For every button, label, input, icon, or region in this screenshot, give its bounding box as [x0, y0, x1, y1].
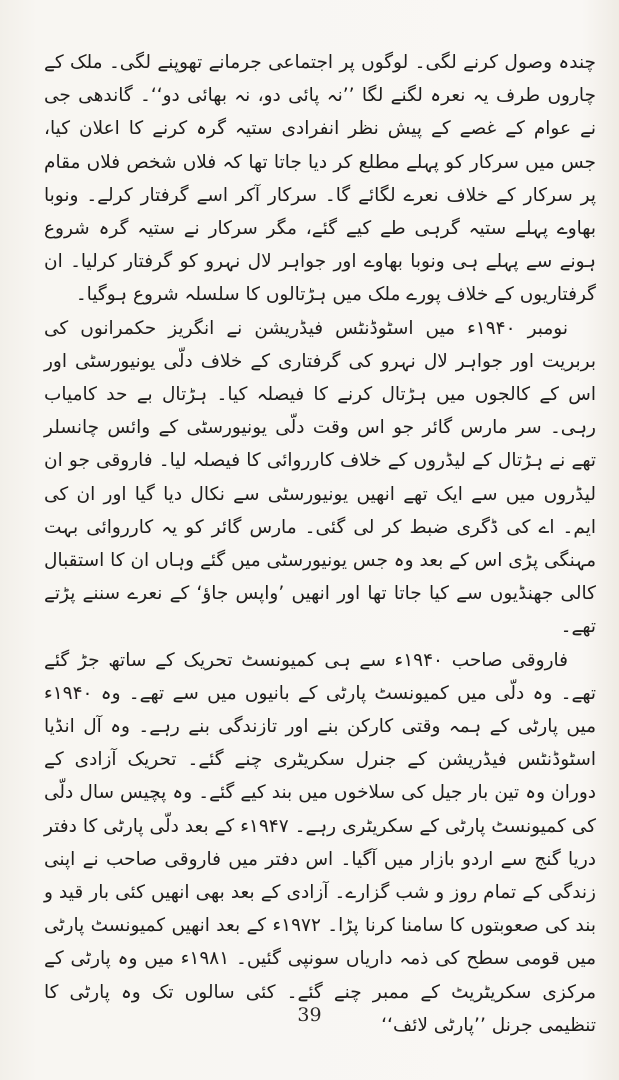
- body-text: [44, 46, 596, 1042]
- paragraph-1: چندہ وصول کرنے لگی۔ لوگوں پر اجتماعی جرمانے تھوپنے لگی۔ ملک کے چاروں طرف یہ نعرہ لگنے لگا ’’نہ پائی دو، نہ بھائی دو‘‘۔ گاندھی جی نے عوام کے غصے کے پیش نظر انفرادی ستیہ گرہ کرنے کا اعلان کیا، جس میں سرکار کو پہلے مطلع کر دیا جاتا تھا کہ فلاں شخص فلاں مقام پر سرکار کے خلاف نعرے لگائے گا۔ سرکار آکر اسے گرفتار کرلے۔ ونوبا بھاوے پہلے ستیہ گرہی طے کیے گئے، مگر سرکار نے ستیہ گرہ شروع ہونے سے پہلے ہی ونوبا بھاوے اور جواہر لال نہرو کو گرفتار کرلیا۔ ان گرفتاریوں کے خلاف پورے ملک میں ہڑتالوں کا سلسلہ شروع ہوگیا۔: [44, 52, 596, 306]
- page-number: 39: [297, 1004, 322, 1026]
- paragraph-2: نومبر ۱۹۴۰ء میں اسٹوڈنٹس فیڈریشن نے انگریز حکمرانوں کی بربریت اور جواہر لال نہرو کی گرفتاری کے خلاف دلّی یونیورسٹی اور اس کے کالجوں میں ہڑتال کرنے کا فیصلہ کیا۔ ہڑتال بے حد کامیاب رہی۔ سر مارس گائر جو اس وقت دلّی یونیورسٹی کے وائس چانسلر تھے نے ہڑتال کے لیڈروں کے خلاف کارروائی کا فیصلہ لیا۔ فاروقی جو ان لیڈروں میں سے ایک تھے انھیں یونیورسٹی سے نکال دیا گیا اور ان کی ایم۔ اے کی ڈگری ضبط کر لی گئی۔ مارس گائر کو یہ کارروائی بہت مہنگی پڑی اس کے بعد وہ جس یونیورسٹی میں گئے وہاں ان کا استقبال کالی جھنڈیوں سے کیا جاتا تھا اور انھیں ’واپس جاؤ‘ کے نعرے سننے پڑتے تھے۔: [44, 317, 596, 638]
- paragraph-3: فاروقی صاحب ۱۹۴۰ء سے ہی کمیونسٹ تحریک کے ساتھ جڑ گئے تھے۔ وہ دلّی میں کمیونسٹ پارٹی کے بانیوں میں سے تھے۔ وہ ۱۹۴۰ء میں پارٹی کے ہمہ وقتی کارکن بنے اور تازندگی بنے رہے۔ وہ آل انڈیا اسٹوڈنٹس فیڈریشن کے جنرل سکریٹری چنے گئے۔ تحریک آزادی کے دوران وہ تین بار جیل کی سلاخوں میں بند کیے گئے۔ وہ پچیس سال دلّی کی کمیونسٹ پارٹی کے سکریٹری رہے۔ ۱۹۴۷ء کے بعد دلّی پارٹی کا دفتر دریا گنج سے اردو بازار میں آگیا۔ اس دفتر میں فاروقی صاحب نے اپنی زندگی کے تمام روز و شب گزارے۔ آزادی کے بعد بھی انھیں کئی بار قید و بند کی صعوبتوں کا سامنا کرنا پڑا۔ ۱۹۷۲ء کے بعد انھیں کمیونسٹ پارٹی میں قومی سطح کی ذمہ داریاں سونپی گئیں۔ ۱۹۸۱ء میں وہ پارٹی کے مرکزی سکریٹریٹ کے ممبر چنے گئے۔ کئی سالوں تک وہ پارٹی کا تنظیمی جرنل ’’پارٹی لائف‘‘: [44, 649, 596, 1036]
